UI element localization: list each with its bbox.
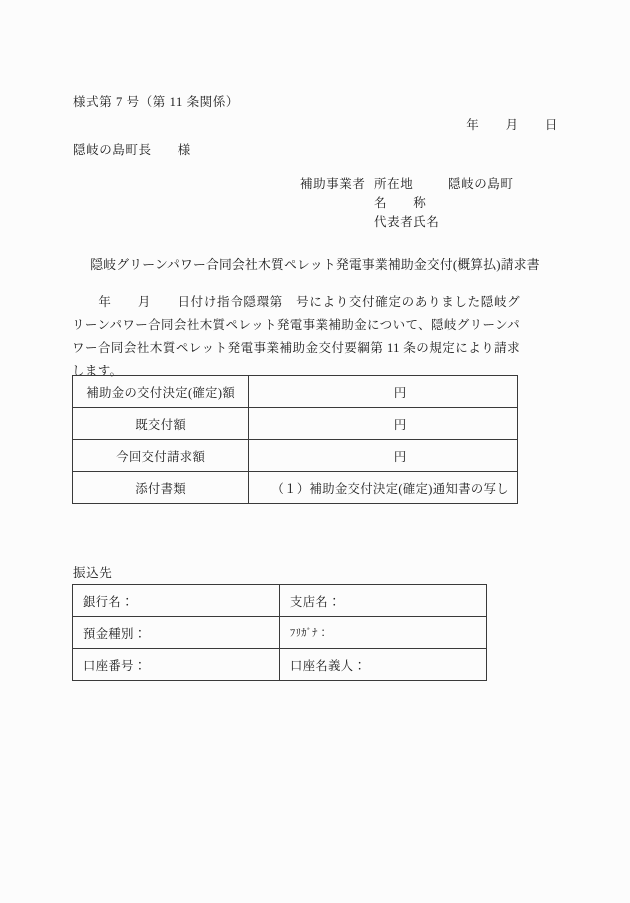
table-row — [73, 585, 487, 617]
bank-field-account-holder[interactable]: 口座名義人： — [280, 649, 487, 681]
bank-field-account-number[interactable]: 口座番号： — [73, 649, 280, 681]
amount-value-current-request[interactable] — [249, 440, 518, 472]
bank-field-bank-name[interactable]: 銀行名： — [73, 585, 280, 617]
bank-details-table — [72, 584, 487, 681]
applicant-row-location — [300, 175, 514, 194]
form-number: 様式第 7 号（第 11 条関係） — [73, 95, 239, 109]
applicant-heading: 補助事業者 — [300, 177, 366, 191]
amount-value-attachments: （１）補助金交付決定(確定)通知書の写し — [249, 472, 518, 504]
amount-table — [72, 375, 518, 504]
bank-section-caption: 振込先 — [73, 566, 113, 580]
table-row — [73, 408, 518, 440]
applicant-value-location: 隠岐の島町 — [448, 177, 514, 191]
table-row — [73, 472, 518, 504]
amount-label-grant-decision: 補助金の交付決定(確定)額 — [73, 376, 249, 408]
applicant-row-representative — [300, 213, 514, 232]
amount-value-grant-decision[interactable] — [249, 376, 518, 408]
table-row — [73, 617, 487, 649]
applicant-label-name: 名 称 — [374, 196, 427, 210]
date-line: 年 月 日 — [466, 118, 558, 132]
paragraph-text: 年 月 日付け指令隠環第 号により交付確定のありました隠岐グリーンパワー合同会社木質ペレット発電事業補助金について、隠岐グリーンパワー合同会社木質ペレット発電事業補助金交付要綱第 11 条の規定により請求します。 — [72, 295, 520, 378]
body-paragraph — [72, 291, 520, 383]
applicant-row-name — [300, 194, 514, 213]
addressee-line: 隠岐の島町長 様 — [73, 143, 191, 157]
bank-field-branch-name[interactable]: 支店名： — [280, 585, 487, 617]
amount-label-already-paid: 既交付額 — [73, 408, 249, 440]
document-title: 隠岐グリーンパワー合同会社木質ペレット発電事業補助金交付(概算払)請求書 — [90, 258, 540, 272]
yen-unit-3: 円 — [393, 449, 407, 464]
table-row — [73, 376, 518, 408]
amount-value-already-paid[interactable] — [249, 408, 518, 440]
table-row — [73, 440, 518, 472]
yen-unit-1: 円 — [393, 385, 407, 400]
yen-unit-2: 円 — [393, 417, 407, 432]
bank-field-furigana[interactable]: ﾌﾘｶﾞﾅ： — [280, 617, 487, 649]
table-row — [73, 649, 487, 681]
bank-field-account-type[interactable]: 預金種別： — [73, 617, 280, 649]
amount-label-current-request: 今回交付請求額 — [73, 440, 249, 472]
applicant-block — [300, 175, 514, 232]
applicant-label-representative: 代表者氏名 — [374, 215, 440, 229]
applicant-label-location: 所在地 — [374, 177, 414, 191]
amount-label-attachments: 添付書類 — [73, 472, 249, 504]
